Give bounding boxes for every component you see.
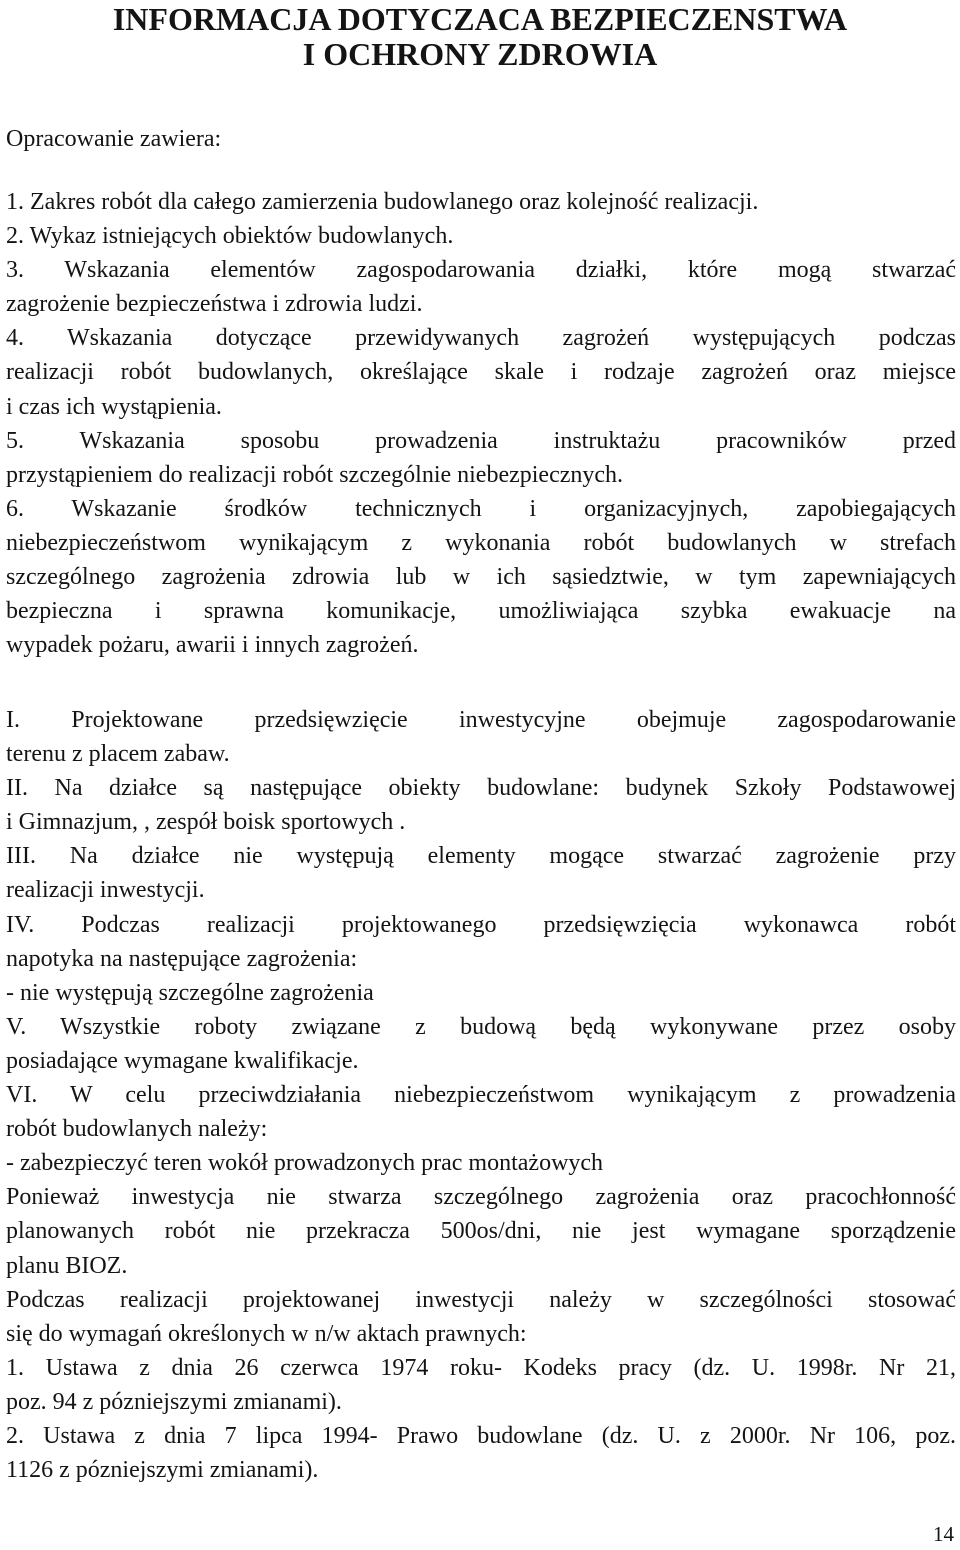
body-sections [6,703,956,1487]
section-line: robót budowlanych należy: [6,1116,268,1143]
contents-line: zagrożenie bezpieczeństwa i zdrowia ludzi. [6,291,423,318]
contents-line: 5. Wskazania sposobu prowadzenia instruktażu pracowników przed [6,427,956,454]
section-line: 1. Ustawa z dnia 26 czerwca 1974 roku- Kodeks pracy (dz. U. 1998r. Nr 21, [6,1354,956,1381]
section-line: II. Na działce są następujące obiekty budowlane: budynek Szkoły Podstawowej [6,775,956,802]
section-item [6,1146,956,1180]
section-line: 2. Ustawa z dnia 7 lipca 1994- Prawo budowlane (dz. U. z 2000r. Nr 106, poz. [6,1422,956,1449]
section-item [6,1010,956,1078]
section-line: IV. Podczas realizacji projektowanego przedsięwzięcia wykonawca robót [6,911,956,938]
section-line: I. Projektowane przedsięwzięcie inwestycyjne obejmuje zagospodarowanie [6,707,956,733]
contents-line: przystąpieniem do realizacji robót szczególnie niebezpiecznych. [6,461,624,488]
contents-line: szczególnego zagrożenia zdrowia lub w ich sąsiedztwie, w tym zapewniających [6,564,956,591]
section-item [6,1351,956,1419]
section-item [6,1419,956,1487]
contents-item [6,185,956,219]
contents-line: 1. Zakres robót dla całego zamierzenia budowlanego oraz kolejność realizacji. [6,189,759,215]
contents-item [6,219,956,253]
contents-line: 2. Wykaz istniejących obiektów budowlanych. [6,223,454,250]
section-line: i Gimnazjum, , zespół boisk sportowych . [6,809,406,836]
section-line: Ponieważ inwestycja nie stwarza szczególnego zagrożenia oraz pracochłonność [6,1184,956,1211]
section-line: III. Na działce nie występują elementy mogące stwarzać zagrożenie przy [6,843,956,870]
title-line-1: INFORMACJA DOTYCZACA BEZPIECZENSTWA [112,1,848,37]
section-item [6,839,956,907]
section-line: terenu z placem zabaw. [6,741,230,768]
section-line: V. Wszystkie roboty związane z budową będą wykonywane przez osoby [6,1013,956,1040]
section-item [6,976,956,1010]
contents-line: 6. Wskazanie środków technicznych i organizacyjnych, zapobiegających [6,495,956,522]
intro-text: Opracowanie zawiera: [6,126,222,152]
section-line: realizacji inwestycji. [6,877,205,904]
contents-line: niebezpieczeństwom wynikającym z wykonania robót budowlanych w strefach [6,529,956,556]
section-line: planowanych robót nie przekracza 500os/dni, nie jest wymagane sporządzenie [6,1218,956,1245]
contents-line: realizacji robót budowlanych, określające skale i rodzaje zagrożeń oraz miejsce [6,359,956,386]
contents-line: 4. Wskazania dotyczące przewidywanych zagrożeń występujących podczas [6,325,956,352]
contents-item [6,321,956,423]
contents-line: i czas ich wystąpienia. [6,393,222,420]
section-line: planu BIOZ. [6,1252,128,1279]
section-line: napotyka na następujące zagrożenia: [6,945,358,972]
section-line: się do wymagań określonych w n/w aktach prawnych: [6,1320,527,1347]
contents-item [6,253,956,321]
contents-line: bezpieczna i sprawna komunikacje, umożliwiająca szybka ewakuacje na [6,598,956,625]
section-item [6,908,956,976]
section-line: 1126 z pózniejszymi zmianami). [6,1457,319,1484]
section-item [6,1283,956,1351]
section-line: - nie występują szczególne zagrożenia [6,979,374,1006]
section-line: - zabezpieczyć teren wokół prowadzonych prac montażowych [6,1150,604,1177]
contents-item [6,424,956,492]
section-line: poz. 94 z pózniejszymi zmianami). [6,1388,342,1415]
contents-item [6,492,956,662]
section-line: VI. W celu przeciwdziałania niebezpieczeństwom wynikającym z prowadzenia [6,1082,956,1109]
section-item [6,703,956,771]
document-title [0,2,960,72]
section-item [6,1078,956,1146]
section-item [6,1180,956,1282]
section-line: Podczas realizacji projektowanej inwestycji należy w szczególności stosować [6,1286,956,1313]
contents-line: wypadek pożaru, awarii i innych zagrożeń. [6,632,419,659]
section-item [6,771,956,839]
contents-line: 3. Wskazania elementów zagospodarowania działki, które mogą stwarzać [6,257,956,284]
section-line: posiadające wymagane kwalifikacje. [6,1047,359,1074]
contents-list [6,185,956,662]
title-line-2: I OCHRONY ZDROWIA [302,36,658,72]
page-number: 14 [933,1522,954,1546]
